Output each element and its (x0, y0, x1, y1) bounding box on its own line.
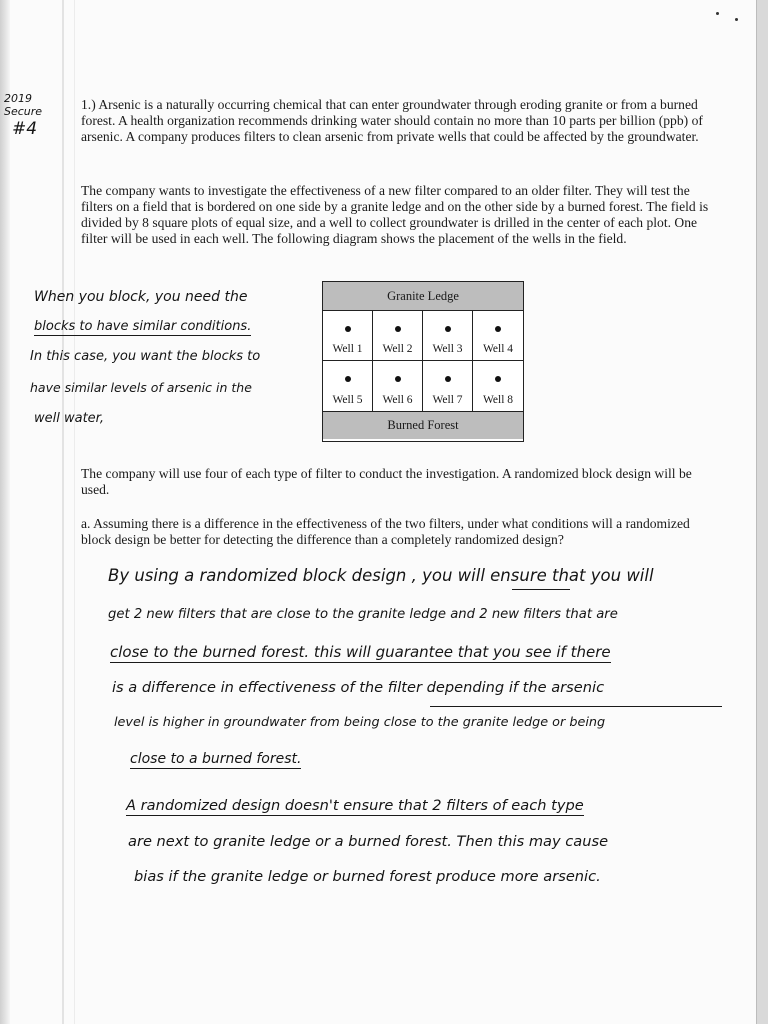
answer-line: are next to granite ledge or a burned forest. Then this may cause (128, 833, 609, 850)
plot-cell (373, 311, 423, 361)
margin-note (4, 92, 60, 140)
scan-speck (735, 18, 738, 21)
answer-line: get 2 new filters that are close to the granite ledge and 2 new filters that are (108, 607, 618, 622)
plot-cell (323, 361, 373, 411)
plot-cell (423, 311, 473, 361)
well-marker (495, 376, 501, 382)
plot-cell (423, 361, 473, 411)
well-marker (345, 326, 351, 332)
answer-line: close to the burned forest. this will guarantee that you see if there (110, 643, 611, 661)
handwritten-note-line: well water, (34, 411, 104, 426)
scan-speck (716, 12, 719, 15)
answer-line: level is higher in groundwater from being close to the granite ledge or being (114, 715, 606, 730)
granite-ledge-label: Granite Ledge (323, 282, 523, 310)
margin-line-secondary (74, 0, 75, 1024)
well-marker (495, 326, 501, 332)
handwritten-underline (430, 706, 722, 707)
well-label: Well 7 (432, 394, 463, 406)
answer-line: is a difference in effectiveness of the filter depending if the arsenic (112, 679, 605, 696)
margin-note-year: 2019 (4, 92, 32, 105)
well-marker (445, 326, 451, 332)
page-edge-shadow (0, 0, 10, 1024)
well-label: Well 3 (432, 343, 463, 355)
well-label: Well 6 (382, 394, 413, 406)
well-label: Well 2 (382, 343, 413, 355)
answer-line: By using a randomized block design , you will ensure that you will (108, 566, 654, 585)
plot-cell (373, 361, 423, 411)
plot-cell (473, 311, 523, 361)
well-label: Well 1 (332, 343, 363, 355)
handwritten-note-line: have similar levels of arsenic in the (30, 380, 252, 395)
answer-line: A randomized design doesn't ensure that 2 filters of each type (126, 797, 584, 814)
well-label: Well 5 (332, 394, 363, 406)
well-marker (395, 326, 401, 332)
answer-line: close to a burned forest. (130, 751, 302, 767)
handwritten-note-line: blocks to have similar conditions. (34, 319, 252, 334)
handwritten-note-line: In this case, you want the blocks to (30, 349, 261, 364)
handwritten-underline (512, 589, 570, 590)
answer-line: bias if the granite ledge or burned forest produce more arsenic. (134, 868, 601, 885)
question-intro: 1.) Arsenic is a naturally occurring chemical that can enter groundwater through eroding granite or from a burned forest. A health organization recommends drinking water should contain no more than 10 parts per billion (ppb) of arsenic. A company produces filters to clean arsenic from private wells that could be affected by the groundwater. (81, 97, 703, 144)
handwritten-note-line: When you block, you need the (34, 289, 248, 305)
question-setup: The company wants to investigate the effectiveness of a new filter compared to an older filter. They will test the filters on a field that is bordered on one side by a granite ledge and on the other side by a burned forest. The field is divided by 8 square plots of equal size, and a well to collect groundwater is drilled in the center of each plot. One filter will be used in each well. The following diagram shows the placement of the wells in the field. (81, 183, 709, 246)
well-label: Well 4 (482, 343, 514, 355)
margin-note-label: Secure (4, 105, 43, 118)
question-part-a: a. Assuming there is a difference in the effectiveness of the two filters, under what conditions will a randomized block design be better for detecting the difference than a completely randomized design? (81, 516, 690, 547)
well-label: Well 8 (482, 394, 514, 406)
question-usage: The company will use four of each type of filter to conduct the investigation. A randomized block design will be used. (81, 466, 692, 497)
well-marker (445, 376, 451, 382)
margin-line (62, 0, 64, 1024)
plot-grid (323, 310, 523, 412)
burned-forest-label: Burned Forest (323, 412, 523, 439)
margin-note-number: #4 (12, 119, 38, 139)
well-marker (345, 376, 351, 382)
well-field-diagram (322, 281, 524, 442)
plot-cell (323, 311, 373, 361)
well-marker (395, 376, 401, 382)
plot-cell (473, 361, 523, 411)
